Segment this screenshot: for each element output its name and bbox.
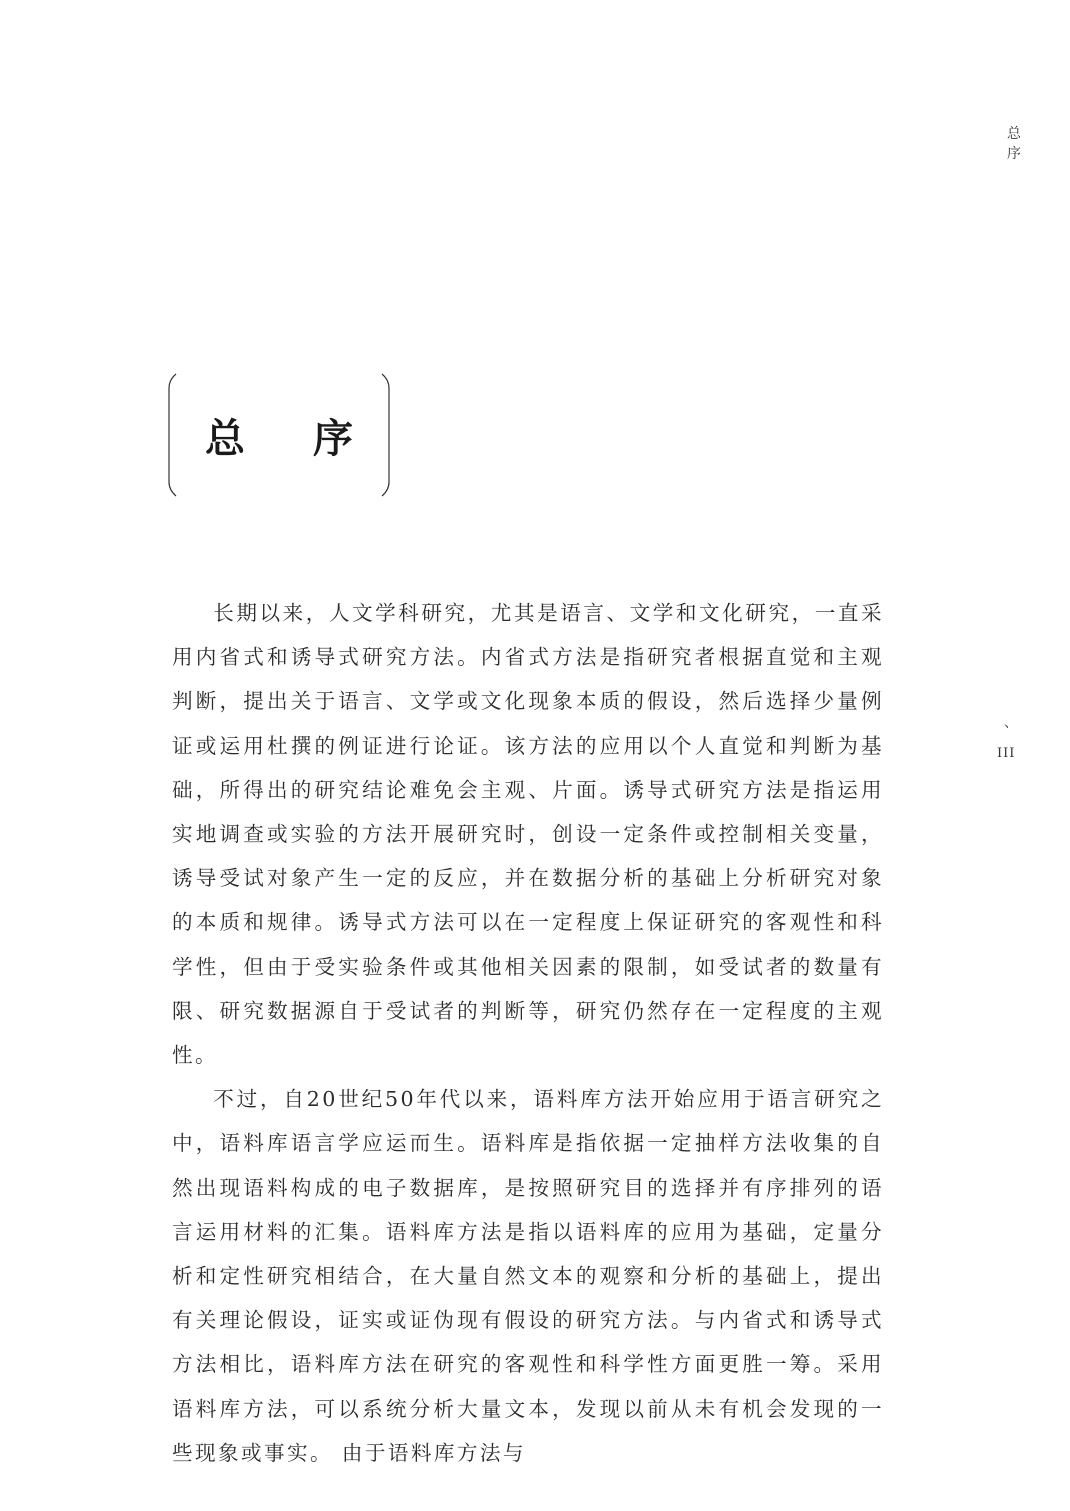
page-mark: 、: [1004, 715, 1018, 731]
page-title: [168, 372, 390, 498]
running-header-char-2: 序: [1007, 146, 1021, 162]
page-title-char-2: 序: [313, 414, 353, 462]
paragraph-1: 长期以来，人文学科研究，尤其是语言、文学和文化研究，一直采用内省式和诱导式研究方法。内省式方法是指研究者根据直觉和主观判断，提出关于语言、文学或文化现象本质的假设，然后选择少量例证或运用杜撰的例证进行论证。该方法的应用以个人直觉和判断为基础，所得出的研究结论难免会主观、片面。诱导式研究方法是指运用实地调查或实验的方法开展研究时，创设一定条件或控制相关变量，诱导受试对象产生一定的反应，并在数据分析的基础上分析研究对象的本质和规律。诱导式方法可以在一定程度上保证研究的客观性和科学性，但由于受实验条件或其他相关因素的限制，如受试者的数量有限、研究数据源自于受试者的判断等，研究仍然存在一定程度的主观性。: [172, 601, 884, 1068]
page-title-char-1: 总: [205, 414, 245, 462]
page-number: III: [997, 746, 1016, 761]
body-text: [172, 591, 884, 1475]
running-header-char-1: 总: [1007, 126, 1021, 142]
title-frame: [168, 372, 390, 498]
running-header: [1002, 124, 1026, 164]
paragraph-2: 不过，自20世纪50年代以来，语料库方法开始应用于语言研究之中，语料库语言学应运而生。语料库是指依据一定抽样方法收集的自然出现语料构成的电子数据库，是按照研究目的选择并有序排列的语言运用材料的汇集。语料库方法是指以语料库的应用为基础，定量分析和定性研究相结合，在大量自然文本的观察和分析的基础上，提出有关理论假设，证实或证伪现有假设的研究方法。与内省式和诱导式方法相比，语料库方法在研究的客观性和科学性方面更胜一筹。采用语料库方法，可以系统分析大量文本，发现以前从未有机会发现的一些现象或事实。 由于语料库方法与: [172, 1087, 884, 1465]
